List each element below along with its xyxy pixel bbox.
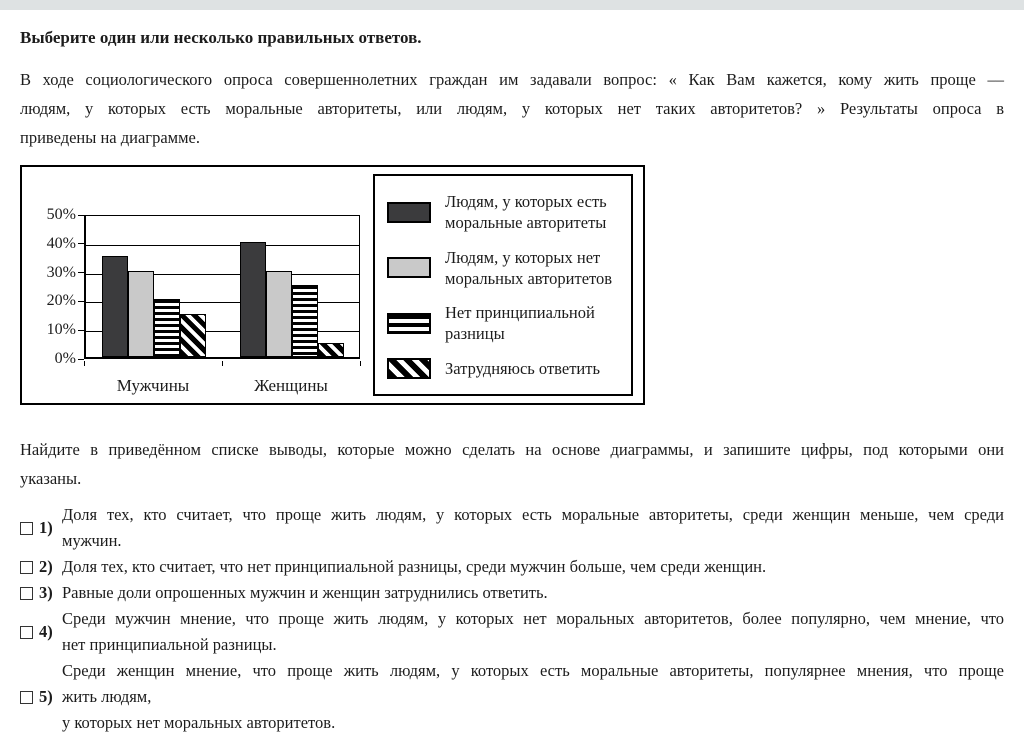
legend-label: Затрудняюсь ответить: [445, 358, 600, 378]
document-body: [0, 10, 1024, 736]
option-number: 1): [39, 518, 53, 537]
plot-area: [84, 215, 360, 359]
option-label: [20, 518, 62, 538]
legend-item: [387, 191, 623, 233]
option-label: [20, 622, 62, 642]
option-checkbox[interactable]: [20, 522, 33, 535]
option-text: [62, 502, 1004, 554]
x-axis-tick: [84, 361, 85, 366]
option-checkbox[interactable]: [20, 691, 33, 704]
option-text: [62, 658, 1004, 736]
bar-solid-dark: [102, 256, 128, 357]
option-text-line: Среди женщин мнение, что проще жить людям, у которых есть моральные авторитеты, популярнее мнения, что проще: [62, 661, 1004, 680]
option-text-line: у которых нет моральных авторитетов.: [62, 713, 336, 732]
category-label: Женщины: [254, 376, 328, 395]
bar-diagonal-stripes: [318, 343, 344, 357]
option-label: [20, 557, 62, 577]
legend-swatch-diagonal-stripes: [387, 358, 431, 379]
option-checkbox[interactable]: [20, 561, 33, 574]
category-label: Мужчины: [116, 376, 190, 395]
option-number: 4): [39, 622, 53, 641]
y-axis-tick: [78, 330, 84, 331]
legend-item: [387, 247, 623, 289]
option-checkbox[interactable]: [20, 587, 33, 600]
bar-horizontal-stripes: [154, 299, 180, 357]
x-axis-tick: [222, 361, 223, 366]
answer-option: [20, 658, 1004, 736]
legend-swatch-solid-light: [387, 257, 431, 278]
y-axis-tick: [78, 301, 84, 302]
option-text-line: жить людям,: [62, 687, 152, 706]
y-axis-tick: [78, 215, 84, 216]
option-text: [62, 606, 1004, 658]
option-text: [62, 580, 1004, 606]
legend-label: Людям, у которых нет моральных авторитетов: [445, 247, 613, 288]
top-bar: [0, 0, 1024, 10]
y-axis-tick: [78, 272, 84, 273]
option-number: 5): [39, 687, 53, 706]
bar-solid-light: [266, 271, 292, 357]
intro-paragraph: [20, 65, 1004, 152]
legend-swatch-solid-dark: [387, 202, 431, 223]
x-axis-tick: [360, 361, 361, 366]
question-line: Найдите в приведённом списке выводы, которые можно сделать на основе диаграммы, и запишите цифры, под которыми они: [20, 440, 1004, 459]
chart-legend: [373, 174, 633, 396]
option-text-line: Доля тех, кто считает, что проще жить людям, у которых есть моральные авторитеты, среди женщин меньше, чем среди: [62, 505, 1004, 524]
y-axis-label: 0%: [54, 350, 76, 367]
y-axis-label: 30%: [46, 263, 76, 281]
legend-label: Людям, у которых есть моральные авторитеты: [445, 192, 607, 232]
answer-option: [20, 580, 1004, 606]
legend-swatch-horizontal-stripes: [387, 313, 431, 334]
option-label: [20, 583, 62, 603]
option-text-line: Доля тех, кто считает, что нет принципиальной разницы, среди мужчин больше, чем среди женщин.: [62, 557, 767, 576]
y-axis-tick: [78, 243, 84, 244]
answer-option: [20, 606, 1004, 658]
option-number: 3): [39, 583, 53, 602]
intro-line: приведены на диаграмме.: [20, 128, 200, 147]
intro-line: В ходе социологического опроса совершеннолетних граждан им задавали вопрос: « Как Вам кажется, кому жить проще ––: [20, 70, 1004, 89]
question-paragraph: [20, 435, 1004, 493]
option-text-line: Равные доли опрошенных мужчин и женщин затруднились ответить.: [62, 583, 548, 602]
option-label: [20, 687, 62, 707]
intro-line: людям, у которых есть моральные авторитеты, или людям, у которых нет таких авторитетов? » Результаты опроса в: [20, 99, 1004, 118]
option-checkbox[interactable]: [20, 626, 33, 639]
option-text: [62, 554, 1004, 580]
y-axis-label: 50%: [46, 206, 76, 223]
options-list: [20, 502, 1004, 736]
option-text-line: мужчин.: [62, 531, 122, 550]
option-number: 2): [39, 557, 53, 576]
option-text-line: нет принципиальной разницы.: [62, 635, 277, 654]
legend-item: [387, 358, 623, 379]
question-line: указаны.: [20, 469, 82, 488]
bar-solid-dark: [240, 242, 266, 357]
survey-bar-chart: [20, 165, 645, 405]
y-axis-label: 40%: [46, 234, 76, 252]
bar-solid-light: [128, 271, 154, 357]
bar-horizontal-stripes: [292, 285, 318, 357]
y-axis-label: 20%: [46, 292, 76, 310]
legend-item: [387, 302, 623, 344]
legend-label: Нет принципиальной разницы: [445, 303, 595, 344]
y-axis-label: 10%: [46, 321, 76, 339]
page-title: Выберите один или несколько правильных ответов.: [20, 28, 422, 47]
y-axis-tick: [78, 359, 84, 360]
bar-diagonal-stripes: [180, 314, 206, 357]
answer-option: [20, 554, 1004, 580]
option-text-line: Среди мужчин мнение, что проще жить людям, у которых нет моральных авторитетов, более популярно, чем мнение, что: [62, 609, 1004, 628]
answer-option: [20, 502, 1004, 554]
gridline: [86, 245, 359, 246]
